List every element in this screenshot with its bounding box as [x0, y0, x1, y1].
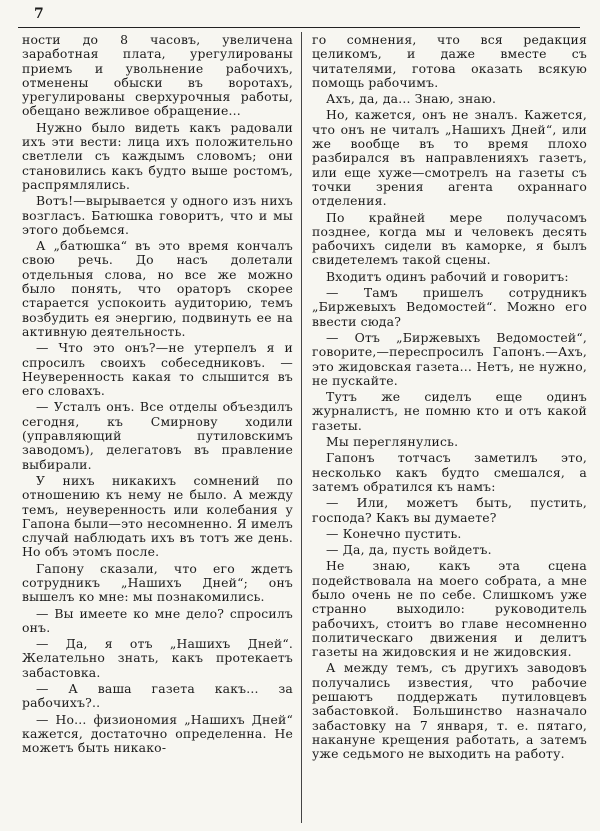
paragraph: — Усталъ онъ. Все отделы объездилъ сегодня, къ Смирнову ходили (управляющий путиловскимъ заводомъ), делегатовъ въ правление выбирали. [22, 399, 293, 472]
header-rule [18, 27, 580, 28]
left-column [22, 33, 293, 758]
paragraph: По крайней мере получасомъ позднее, когда мы и человекъ десять рабочихъ сидели въ каморке, я былъ свидетелемъ такой сцены. [312, 209, 587, 268]
paragraph: Но, кажется, онъ не зналъ. Кажется, что онъ не читалъ „Нашихъ Дней“, или же вообще въ то время плохо разбирался въ направленияхъ газетъ, или еще хуже—смотрелъ на газеты съ точки зрения агента охраннаго отделения. [312, 107, 587, 209]
paragraph: — Да, я отъ „Нашихъ Дней“. Желательно знать, какъ протекаетъ забастовка. [22, 636, 293, 680]
paragraph: А между темъ, съ другихъ заводовъ получались известия, что рабочие решаютъ поддержать путиловцевъ забастовкой. Большинство назначало забастовку на 7 января, т. е. пятаго, накануне крещения работать, а затемъ уже седьмого не выходить на работу. [312, 660, 587, 762]
paragraph: — Да, да, пусть войдетъ. [326, 542, 492, 558]
paragraph: го сомнения, что вся редакция целикомъ, и даже вместе съ читателями, готова оказать всякую помощь рабочимъ. [312, 32, 587, 90]
paragraph: — Тамъ пришелъ сотрудникъ „Биржевыхъ Ведомостей“. Можно его ввести сюда? [312, 285, 587, 329]
paragraph: Тутъ же сиделъ еще одинъ журналистъ, не помню кто и отъ какой газеты. [312, 389, 587, 433]
paragraph: А „батюшка“ въ это время кончалъ свою речь. До насъ долетали отдельныя слова, но все же можно было понять, что ораторъ скорее старается успокоить аудиторию, темъ возбудить ея энергию, подвинуть ее на активную деятельность. [22, 238, 293, 339]
paragraph: — Но... физиономия „Нашихъ Дней“ кажется, достаточно определенна. Не можетъ быть никако- [22, 711, 293, 756]
paragraph: — Или, можетъ быть, пустить, господа? Какъ вы думаете? [312, 495, 587, 525]
paragraph: Не знаю, какъ эта сцена подействовала на моего собрата, а мне было очень не по себе. Слишкомъ уже странно выходило: руководитель рабочихъ, стоитъ во главе несомненно политическаго движения и делитъ газеты на жидовския и не жидовския. [312, 558, 587, 660]
paragraph: — Вы имеете ко мне дело? спросилъ онъ. [22, 605, 293, 635]
right-column [312, 33, 587, 764]
column-divider [301, 32, 302, 823]
paragraph: У нихъ никакихъ сомнений по отношению къ нему не было. А между темъ, неуверенность или колебания у Гапона были—это несомненно. Я имелъ случай наблюдать ихъ въ тотъ же день. Но объ этомъ после. [22, 472, 293, 560]
paragraph: Вотъ!—вырывается у одного изъ нихъ возгласъ. Батюшка говоритъ, что и мы этого добьемся. [22, 193, 293, 237]
paragraph: Ахъ, да, да... Знаю, знаю. [326, 91, 497, 107]
paragraph: Нужно было видеть какъ радовали ихъ эти вести: лица ихъ положительно светлели съ каждымъ словомъ; они становились какъ будто выше ростомъ, распрямлялись. [22, 119, 293, 192]
paragraph: Мы переглянулись. [326, 434, 459, 450]
paragraph: Входитъ одинъ рабочий и говоритъ: [326, 268, 569, 284]
paragraph: ности до 8 часовъ, увеличена заработная плата, урегулированы приемъ и увольнение рабочихъ, отменены обыски въ воротахъ, урегулированы сверхурочныя работы, обещано вежливое обращение... [22, 32, 293, 119]
paragraph: — Что это онъ?—не утерпелъ я и спросилъ своихъ собеседниковъ. —Неуверенность какая то слышится въ его словахъ. [22, 340, 293, 399]
paragraph: Гапону сказали, что его ждетъ сотрудникъ „Нашихъ Дней“; онъ вышелъ ко мне: мы познакомились. [22, 560, 293, 605]
paragraph: Гапонъ тотчасъ заметилъ это, несколько какъ будто смешался, а затемъ обратился къ намъ: [312, 450, 587, 494]
paragraph: — Конечно пустить. [326, 525, 462, 541]
page-number: 7 [34, 6, 44, 22]
paragraph: — А ваша газета какъ... за рабочихъ?.. [22, 681, 293, 711]
paragraph: — Отъ „Биржевыхъ Ведомостей“, говорите,—переспросилъ Гапонъ.—Ахъ, это жидовская газета... Нетъ, не нужно, не пускайте. [312, 329, 587, 388]
